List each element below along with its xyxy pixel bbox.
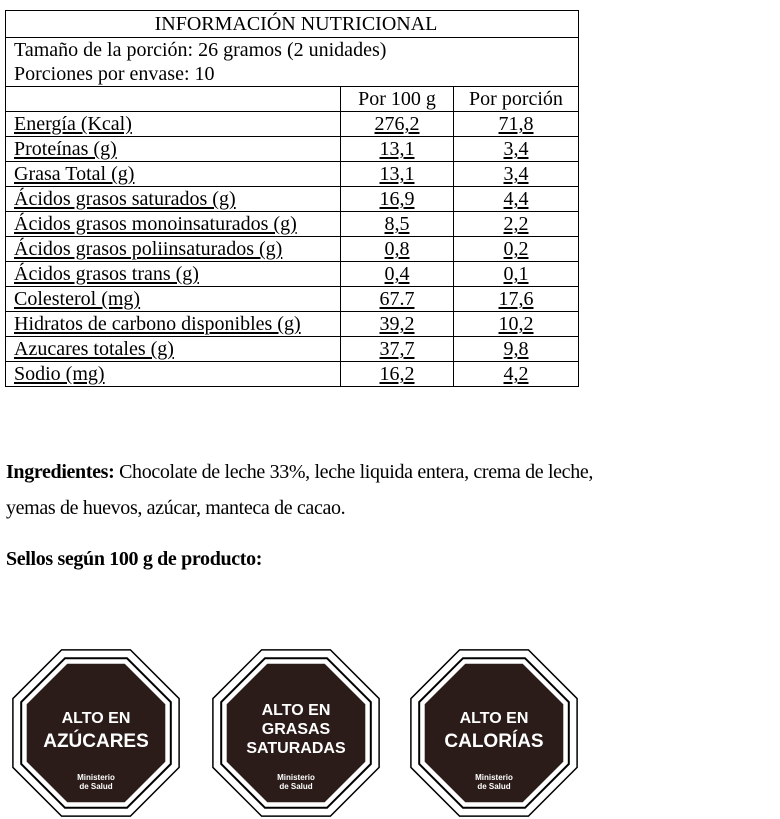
- servings-per-container: Porciones por envase: 10: [14, 63, 215, 85]
- value-per100: 67.7: [341, 287, 454, 312]
- warning-seal: [12, 649, 180, 817]
- value-perportion: 4,4: [454, 187, 579, 212]
- nutrient-label: [6, 312, 341, 337]
- seal-footer2: de Salud: [79, 782, 113, 791]
- nutrient-label: [6, 337, 341, 362]
- nutrient-name: Ácidos grasos saturados (g): [14, 188, 236, 210]
- nutrient-row: [6, 112, 579, 137]
- warning-seal: [410, 649, 578, 817]
- nutrient-row: [6, 312, 579, 337]
- nutrient-row: [6, 262, 579, 287]
- value-per100: 0,8: [341, 237, 454, 262]
- seal-line1: ALTO EN: [61, 710, 131, 727]
- nutrient-label: [6, 162, 341, 187]
- nutrient-label: [6, 187, 341, 212]
- warning-seal: [212, 649, 380, 817]
- nutrient-name: Hidratos de carbono disponibles (g): [14, 313, 301, 335]
- header-empty: [6, 87, 341, 112]
- nutrient-label: [6, 212, 341, 237]
- nutrient-row: [6, 212, 579, 237]
- ingredients-label: Ingredientes:: [6, 461, 115, 483]
- value-perportion: 0,1: [454, 262, 579, 287]
- nutrient-label: [6, 287, 341, 312]
- nutrient-row: [6, 162, 579, 187]
- value-perportion: 4,2: [454, 362, 579, 387]
- nutrient-name: Azucares totales (g): [14, 338, 174, 360]
- nutrient-row: [6, 137, 579, 162]
- nutrition-table: [5, 10, 579, 387]
- value-perportion: 71,8: [454, 112, 579, 137]
- ingredients-line1: [6, 462, 593, 482]
- serving-size: Tamaño de la porción: 26 gramos (2 unidades): [14, 39, 387, 61]
- value-per100: 0,4: [341, 262, 454, 287]
- nutrient-row: [6, 362, 579, 387]
- nutrient-name: Colesterol (mg): [14, 288, 141, 310]
- nutrient-name: Energía (Kcal): [14, 113, 132, 135]
- nutrient-name: Proteínas (g): [14, 138, 117, 160]
- nutrition-title: INFORMACIÓN NUTRICIONAL: [6, 11, 579, 38]
- seals-heading: Sellos según 100 g de producto:: [6, 548, 263, 570]
- value-perportion: 10,2: [454, 312, 579, 337]
- value-per100: 16,2: [341, 362, 454, 387]
- serving-info: [6, 38, 579, 87]
- nutrient-name: Sodio (mg): [14, 363, 105, 385]
- nutrient-row: [6, 287, 579, 312]
- value-per100: 13,1: [341, 137, 454, 162]
- ingredients-line2: yemas de huevos, azúcar, manteca de cacao.: [6, 497, 346, 519]
- seal-line2: CALORÍAS: [444, 731, 544, 752]
- value-per100: 8,5: [341, 212, 454, 237]
- seal-line2: AZÚCARES: [43, 731, 149, 752]
- value-per100: 37,7: [341, 337, 454, 362]
- nutrient-label: [6, 362, 341, 387]
- seal-footer1: Ministerio: [475, 773, 513, 782]
- nutrient-row: [6, 187, 579, 212]
- seal-footer1: Ministerio: [277, 773, 315, 782]
- value-per100: 13,1: [341, 162, 454, 187]
- header-perportion: Por porción: [454, 87, 579, 112]
- seal-line2: GRASAS: [261, 721, 331, 738]
- nutrient-name: Ácidos grasos trans (g): [14, 263, 199, 285]
- value-perportion: 3,4: [454, 137, 579, 162]
- value-perportion: 0,2: [454, 237, 579, 262]
- nutrient-label: [6, 112, 341, 137]
- value-perportion: 3,4: [454, 162, 579, 187]
- nutrient-name: Grasa Total (g): [14, 163, 135, 185]
- ingredients-text1: Chocolate de leche 33%, leche liquida entera, crema de leche,: [114, 461, 594, 483]
- seal-line1: ALTO EN: [459, 710, 529, 727]
- value-per100: 276,2: [341, 112, 454, 137]
- value-per100: 16,9: [341, 187, 454, 212]
- value-perportion: 9,8: [454, 337, 579, 362]
- nutrient-label: [6, 262, 341, 287]
- nutrient-label: [6, 237, 341, 262]
- nutrient-row: [6, 337, 579, 362]
- nutrient-label: [6, 137, 341, 162]
- seal-line3: SATURADAS: [246, 740, 346, 757]
- nutrient-name: Ácidos grasos poliinsaturados (g): [14, 238, 283, 260]
- value-perportion: 17,6: [454, 287, 579, 312]
- seal-footer2: de Salud: [279, 782, 313, 791]
- seal-footer1: Ministerio: [77, 773, 115, 782]
- seal-line1: ALTO EN: [261, 702, 331, 719]
- value-per100: 39,2: [341, 312, 454, 337]
- value-perportion: 2,2: [454, 212, 579, 237]
- nutrient-row: [6, 237, 579, 262]
- seal-footer2: de Salud: [477, 782, 511, 791]
- header-per100: Por 100 g: [341, 87, 454, 112]
- nutrient-name: Ácidos grasos monoinsaturados (g): [14, 213, 297, 235]
